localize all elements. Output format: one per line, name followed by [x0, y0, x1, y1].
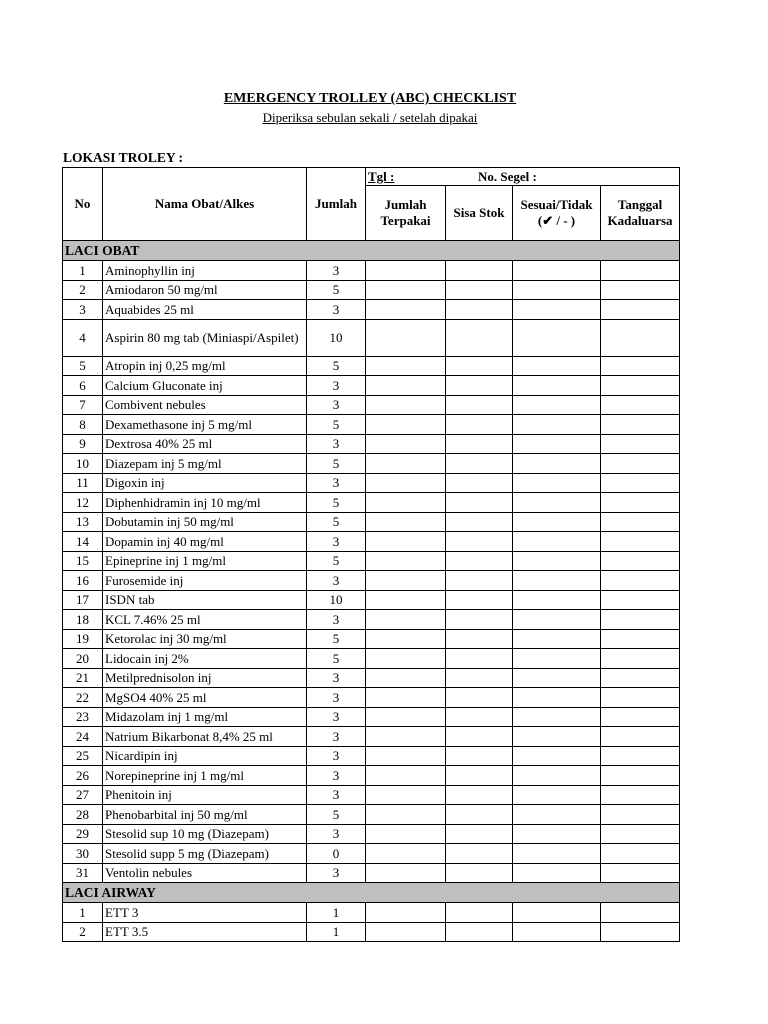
table-row [63, 512, 680, 532]
item-name: Ketorolac inj 30 mg/ml [103, 629, 307, 649]
item-name: Diazepam inj 5 mg/ml [103, 454, 307, 474]
table-row [63, 532, 680, 552]
table-row [63, 590, 680, 610]
item-quantity: 1 [307, 903, 366, 923]
tanggal-kadaluarsa-cell[interactable] [601, 785, 680, 805]
sesuai-tidak-cell[interactable] [513, 863, 601, 883]
table-row [63, 319, 680, 356]
row-number: 4 [63, 319, 103, 356]
sisa-stok-cell[interactable] [446, 805, 513, 825]
item-name: KCL 7.46% 25 ml [103, 610, 307, 630]
jumlah-terpakai-cell[interactable] [366, 532, 446, 552]
tanggal-kadaluarsa-cell[interactable] [601, 844, 680, 864]
row-number: 22 [63, 688, 103, 708]
row-number: 14 [63, 532, 103, 552]
sisa-stok-cell[interactable] [446, 356, 513, 376]
sesuai-tidak-cell[interactable] [513, 610, 601, 630]
row-number: 12 [63, 493, 103, 513]
tanggal-kadaluarsa-cell[interactable] [601, 649, 680, 669]
row-number: 1 [63, 903, 103, 923]
document-subtitle [0, 110, 740, 126]
item-quantity: 3 [307, 863, 366, 883]
item-name: Combivent nebules [103, 395, 307, 415]
tanggal-kadaluarsa-cell[interactable] [601, 300, 680, 320]
table-row [63, 688, 680, 708]
jumlah-terpakai-cell[interactable] [366, 668, 446, 688]
sesuai-tidak-cell[interactable] [513, 415, 601, 435]
jumlah-terpakai-cell[interactable] [366, 629, 446, 649]
row-number: 27 [63, 785, 103, 805]
sisa-stok-cell[interactable] [446, 688, 513, 708]
item-name: Aquabides 25 ml [103, 300, 307, 320]
tanggal-kadaluarsa-cell[interactable] [601, 376, 680, 396]
item-name: ETT 3 [103, 903, 307, 923]
item-quantity: 3 [307, 300, 366, 320]
item-quantity: 3 [307, 824, 366, 844]
sesuai-tidak-cell[interactable] [513, 746, 601, 766]
row-number: 28 [63, 805, 103, 825]
row-number: 17 [63, 590, 103, 610]
tanggal-kadaluarsa-cell[interactable] [601, 590, 680, 610]
row-number: 2 [63, 280, 103, 300]
sesuai-tidak-cell[interactable] [513, 766, 601, 786]
table-row [63, 785, 680, 805]
table-row [63, 863, 680, 883]
sesuai-tidak-cell[interactable] [513, 261, 601, 281]
item-name: Aspirin 80 mg tab (Miniaspi/Aspilet) [103, 319, 307, 356]
item-quantity: 3 [307, 434, 366, 454]
tanggal-kadaluarsa-cell[interactable] [601, 746, 680, 766]
item-name: Midazolam inj 1 mg/ml [103, 707, 307, 727]
row-number: 25 [63, 746, 103, 766]
section-title: LACI AIRWAY [63, 883, 680, 903]
row-number: 20 [63, 649, 103, 669]
sisa-stok-cell[interactable] [446, 766, 513, 786]
row-number: 6 [63, 376, 103, 396]
row-number: 7 [63, 395, 103, 415]
tanggal-kadaluarsa-cell[interactable] [601, 824, 680, 844]
row-number: 9 [63, 434, 103, 454]
tanggal-kadaluarsa-cell[interactable] [601, 493, 680, 513]
sesuai-tidak-cell[interactable] [513, 376, 601, 396]
item-quantity: 3 [307, 688, 366, 708]
table-row [63, 415, 680, 435]
sisa-stok-cell[interactable] [446, 863, 513, 883]
jumlah-terpakai-cell[interactable] [366, 863, 446, 883]
item-quantity: 5 [307, 551, 366, 571]
item-name: Norepineprine inj 1 mg/ml [103, 766, 307, 786]
sesuai-tidak-cell[interactable] [513, 300, 601, 320]
table-row [63, 376, 680, 396]
header-sisa-stok: Sisa Stok [446, 186, 513, 241]
sesuai-tidak-cell[interactable] [513, 454, 601, 474]
item-name: Diphenhidramin inj 10 mg/ml [103, 493, 307, 513]
table-row [63, 903, 680, 923]
tanggal-kadaluarsa-cell[interactable] [601, 261, 680, 281]
table-row [63, 766, 680, 786]
item-name: Dextrosa 40% 25 ml [103, 434, 307, 454]
sesuai-tidak-cell[interactable] [513, 551, 601, 571]
sesuai-tidak-cell[interactable] [513, 280, 601, 300]
item-quantity: 5 [307, 356, 366, 376]
sisa-stok-cell[interactable] [446, 922, 513, 942]
item-quantity: 3 [307, 532, 366, 552]
jumlah-terpakai-cell[interactable] [366, 512, 446, 532]
row-number: 8 [63, 415, 103, 435]
sisa-stok-cell[interactable] [446, 512, 513, 532]
jumlah-terpakai-cell[interactable] [366, 395, 446, 415]
row-number: 11 [63, 473, 103, 493]
jumlah-terpakai-cell[interactable] [366, 922, 446, 942]
tanggal-kadaluarsa-cell[interactable] [601, 668, 680, 688]
section-row [63, 883, 680, 903]
jumlah-terpakai-cell[interactable] [366, 356, 446, 376]
item-quantity: 3 [307, 610, 366, 630]
jumlah-terpakai-cell[interactable] [366, 376, 446, 396]
tanggal-kadaluarsa-cell[interactable] [601, 688, 680, 708]
tanggal-kadaluarsa-cell[interactable] [601, 319, 680, 356]
table-row [63, 610, 680, 630]
item-quantity: 5 [307, 415, 366, 435]
tanggal-kadaluarsa-cell[interactable] [601, 434, 680, 454]
tanggal-kadaluarsa-cell[interactable] [601, 766, 680, 786]
jumlah-terpakai-cell[interactable] [366, 903, 446, 923]
item-name: Dobutamin inj 50 mg/ml [103, 512, 307, 532]
sisa-stok-cell[interactable] [446, 551, 513, 571]
sisa-stok-cell[interactable] [446, 571, 513, 591]
jumlah-terpakai-cell[interactable] [366, 319, 446, 356]
sesuai-tidak-cell[interactable] [513, 824, 601, 844]
item-quantity: 3 [307, 395, 366, 415]
item-name: Calcium Gluconate inj [103, 376, 307, 396]
table-row [63, 824, 680, 844]
row-number: 21 [63, 668, 103, 688]
header-sesuai-tidak: Sesuai/Tidak (✔ / - ) [513, 186, 601, 241]
table-row [63, 668, 680, 688]
item-quantity: 0 [307, 844, 366, 864]
jumlah-terpakai-cell[interactable] [366, 844, 446, 864]
row-number: 13 [63, 512, 103, 532]
table-row [63, 280, 680, 300]
header-nama: Nama Obat/Alkes [103, 168, 307, 241]
row-number: 31 [63, 863, 103, 883]
sesuai-tidak-cell[interactable] [513, 649, 601, 669]
sesuai-tidak-cell[interactable] [513, 319, 601, 356]
header-tgl-segel [366, 168, 680, 186]
table-row [63, 571, 680, 591]
jumlah-terpakai-cell[interactable] [366, 610, 446, 630]
item-quantity: 5 [307, 649, 366, 669]
sisa-stok-cell[interactable] [446, 590, 513, 610]
segel-label: No. Segel : [478, 169, 537, 184]
header-no: No [63, 168, 103, 241]
row-number: 29 [63, 824, 103, 844]
row-number: 10 [63, 454, 103, 474]
row-number: 2 [63, 922, 103, 942]
sesuai-tidak-cell[interactable] [513, 922, 601, 942]
jumlah-terpakai-cell[interactable] [366, 727, 446, 747]
sisa-stok-cell[interactable] [446, 376, 513, 396]
sesuai-tidak-cell[interactable] [513, 707, 601, 727]
item-quantity: 3 [307, 261, 366, 281]
table-row [63, 746, 680, 766]
sisa-stok-cell[interactable] [446, 844, 513, 864]
row-number: 26 [63, 766, 103, 786]
sisa-stok-cell[interactable] [446, 261, 513, 281]
sesuai-tidak-cell[interactable] [513, 844, 601, 864]
checklist-table [62, 167, 680, 942]
sesuai-tidak-cell[interactable] [513, 532, 601, 552]
item-name: ETT 3.5 [103, 922, 307, 942]
sisa-stok-cell[interactable] [446, 668, 513, 688]
tanggal-kadaluarsa-cell[interactable] [601, 571, 680, 591]
item-quantity: 3 [307, 727, 366, 747]
item-quantity: 3 [307, 376, 366, 396]
item-name: Phenitoin inj [103, 785, 307, 805]
row-number: 23 [63, 707, 103, 727]
sesuai-tidak-cell[interactable] [513, 805, 601, 825]
sisa-stok-cell[interactable] [446, 629, 513, 649]
sisa-stok-cell[interactable] [446, 280, 513, 300]
table-row [63, 454, 680, 474]
jumlah-terpakai-cell[interactable] [366, 473, 446, 493]
item-name: Atropin inj 0,25 mg/ml [103, 356, 307, 376]
tanggal-kadaluarsa-cell[interactable] [601, 512, 680, 532]
jumlah-terpakai-cell[interactable] [366, 785, 446, 805]
jumlah-terpakai-cell[interactable] [366, 649, 446, 669]
tanggal-kadaluarsa-cell[interactable] [601, 415, 680, 435]
item-quantity: 5 [307, 629, 366, 649]
item-quantity: 3 [307, 746, 366, 766]
tanggal-kadaluarsa-cell[interactable] [601, 629, 680, 649]
item-name: Stesolid sup 10 mg (Diazepam) [103, 824, 307, 844]
header-jumlah: Jumlah [307, 168, 366, 241]
row-number: 5 [63, 356, 103, 376]
item-name: Natrium Bikarbonat 8,4% 25 ml [103, 727, 307, 747]
item-quantity: 3 [307, 785, 366, 805]
item-quantity: 10 [307, 319, 366, 356]
lokasi-label: LOKASI TROLEY : [63, 150, 184, 165]
row-number: 16 [63, 571, 103, 591]
table-row [63, 922, 680, 942]
sesuai-tidak-cell[interactable] [513, 629, 601, 649]
sisa-stok-cell[interactable] [446, 532, 513, 552]
table-row [63, 707, 680, 727]
item-quantity: 5 [307, 280, 366, 300]
row-number: 1 [63, 261, 103, 281]
item-quantity: 10 [307, 590, 366, 610]
tanggal-kadaluarsa-cell[interactable] [601, 707, 680, 727]
sesuai-tidak-cell[interactable] [513, 903, 601, 923]
sisa-stok-cell[interactable] [446, 649, 513, 669]
sisa-stok-cell[interactable] [446, 415, 513, 435]
row-number: 18 [63, 610, 103, 630]
jumlah-terpakai-cell[interactable] [366, 493, 446, 513]
sisa-stok-cell[interactable] [446, 319, 513, 356]
table-row [63, 395, 680, 415]
tanggal-kadaluarsa-cell[interactable] [601, 356, 680, 376]
item-quantity: 5 [307, 805, 366, 825]
item-name: Phenobarbital inj 50 mg/ml [103, 805, 307, 825]
table-row [63, 551, 680, 571]
item-name: Lidocain inj 2% [103, 649, 307, 669]
sesuai-tidak-cell[interactable] [513, 571, 601, 591]
sesuai-tidak-cell[interactable] [513, 512, 601, 532]
header-row-top [63, 168, 680, 186]
header-tanggal-kadaluarsa: Tanggal Kadaluarsa [601, 186, 680, 241]
sisa-stok-cell[interactable] [446, 434, 513, 454]
table-row [63, 300, 680, 320]
jumlah-terpakai-cell[interactable] [366, 415, 446, 435]
sisa-stok-cell[interactable] [446, 473, 513, 493]
table-row [63, 629, 680, 649]
item-quantity: 3 [307, 707, 366, 727]
sesuai-tidak-cell[interactable] [513, 668, 601, 688]
jumlah-terpakai-cell[interactable] [366, 571, 446, 591]
item-name: Ventolin nebules [103, 863, 307, 883]
table-row [63, 727, 680, 747]
item-name: Aminophyllin inj [103, 261, 307, 281]
item-name: ISDN tab [103, 590, 307, 610]
item-name: Amiodaron 50 mg/ml [103, 280, 307, 300]
section-title: LACI OBAT [63, 241, 680, 261]
jumlah-terpakai-cell[interactable] [366, 280, 446, 300]
item-quantity: 5 [307, 512, 366, 532]
tanggal-kadaluarsa-cell[interactable] [601, 395, 680, 415]
tanggal-kadaluarsa-cell[interactable] [601, 610, 680, 630]
sisa-stok-cell[interactable] [446, 395, 513, 415]
document-title [0, 91, 740, 107]
jumlah-terpakai-cell[interactable] [366, 551, 446, 571]
table-row [63, 805, 680, 825]
tgl-label: Tgl : [368, 169, 395, 184]
item-name: Dexamethasone inj 5 mg/ml [103, 415, 307, 435]
jumlah-terpakai-cell[interactable] [366, 824, 446, 844]
item-name: MgSO4 40% 25 ml [103, 688, 307, 708]
jumlah-terpakai-cell[interactable] [366, 766, 446, 786]
sisa-stok-cell[interactable] [446, 493, 513, 513]
table-row [63, 434, 680, 454]
sesuai-tidak-cell[interactable] [513, 473, 601, 493]
tanggal-kadaluarsa-cell[interactable] [601, 863, 680, 883]
sisa-stok-cell[interactable] [446, 824, 513, 844]
jumlah-terpakai-cell[interactable] [366, 590, 446, 610]
tanggal-kadaluarsa-cell[interactable] [601, 280, 680, 300]
tanggal-kadaluarsa-cell[interactable] [601, 454, 680, 474]
table-row [63, 844, 680, 864]
item-quantity: 3 [307, 473, 366, 493]
row-number: 24 [63, 727, 103, 747]
sesuai-tidak-cell[interactable] [513, 785, 601, 805]
sesuai-tidak-cell[interactable] [513, 356, 601, 376]
sesuai-tidak-cell[interactable] [513, 434, 601, 454]
sisa-stok-cell[interactable] [446, 454, 513, 474]
sesuai-tidak-cell[interactable] [513, 493, 601, 513]
jumlah-terpakai-cell[interactable] [366, 300, 446, 320]
item-name: Digoxin inj [103, 473, 307, 493]
jumlah-terpakai-cell[interactable] [366, 688, 446, 708]
row-number: 30 [63, 844, 103, 864]
sisa-stok-cell[interactable] [446, 727, 513, 747]
sesuai-tidak-cell[interactable] [513, 688, 601, 708]
item-name: Nicardipin inj [103, 746, 307, 766]
jumlah-terpakai-cell[interactable] [366, 454, 446, 474]
subtitle-text: Diperiksa sebulan sekali / setelah dipakai [262, 110, 478, 125]
item-quantity: 3 [307, 571, 366, 591]
item-name: Dopamin inj 40 mg/ml [103, 532, 307, 552]
item-quantity: 5 [307, 493, 366, 513]
sisa-stok-cell[interactable] [446, 746, 513, 766]
table-row [63, 473, 680, 493]
jumlah-terpakai-cell[interactable] [366, 805, 446, 825]
tanggal-kadaluarsa-cell[interactable] [601, 922, 680, 942]
sisa-stok-cell[interactable] [446, 707, 513, 727]
jumlah-terpakai-cell[interactable] [366, 746, 446, 766]
tanggal-kadaluarsa-cell[interactable] [601, 805, 680, 825]
sesuai-tidak-cell[interactable] [513, 727, 601, 747]
header-jumlah-terpakai: Jumlah Terpakai [366, 186, 446, 241]
table-row [63, 356, 680, 376]
section-row [63, 241, 680, 261]
tanggal-kadaluarsa-cell[interactable] [601, 903, 680, 923]
item-quantity: 5 [307, 454, 366, 474]
sisa-stok-cell[interactable] [446, 903, 513, 923]
tanggal-kadaluarsa-cell[interactable] [601, 473, 680, 493]
title-text: EMERGENCY TROLLEY (ABC) CHECKLIST [223, 91, 517, 106]
row-number: 3 [63, 300, 103, 320]
item-name: Metilprednisolon inj [103, 668, 307, 688]
sisa-stok-cell[interactable] [446, 300, 513, 320]
sisa-stok-cell[interactable] [446, 610, 513, 630]
jumlah-terpakai-cell[interactable] [366, 434, 446, 454]
item-quantity: 3 [307, 668, 366, 688]
table-row [63, 649, 680, 669]
item-quantity: 1 [307, 922, 366, 942]
tanggal-kadaluarsa-cell[interactable] [601, 727, 680, 747]
sisa-stok-cell[interactable] [446, 785, 513, 805]
jumlah-terpakai-cell[interactable] [366, 707, 446, 727]
row-number: 15 [63, 551, 103, 571]
item-name: Stesolid supp 5 mg (Diazepam) [103, 844, 307, 864]
jumlah-terpakai-cell[interactable] [366, 261, 446, 281]
row-number: 19 [63, 629, 103, 649]
tanggal-kadaluarsa-cell[interactable] [601, 551, 680, 571]
sesuai-tidak-cell[interactable] [513, 590, 601, 610]
item-name: Epineprine inj 1 mg/ml [103, 551, 307, 571]
sesuai-tidak-cell[interactable] [513, 395, 601, 415]
item-quantity: 3 [307, 766, 366, 786]
table-row [63, 493, 680, 513]
item-name: Furosemide inj [103, 571, 307, 591]
tanggal-kadaluarsa-cell[interactable] [601, 532, 680, 552]
table-row [63, 261, 680, 281]
